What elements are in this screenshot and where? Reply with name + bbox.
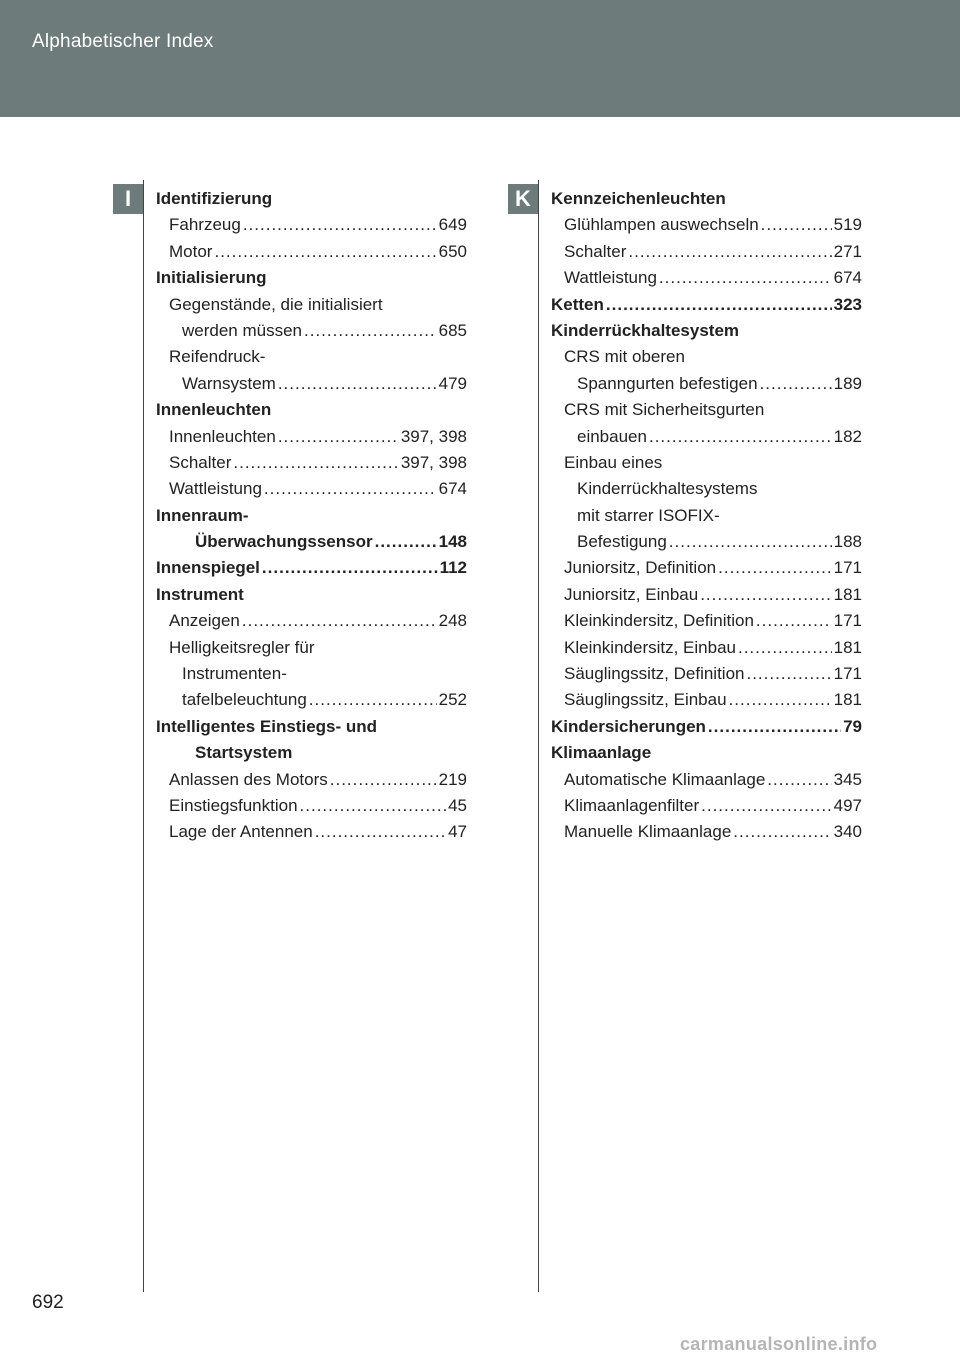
index-entry [551, 555, 862, 581]
entry-text: Automatische Klimaanlage [564, 769, 766, 789]
index-entry [156, 767, 467, 793]
entry-text: Wattleistung [564, 268, 657, 288]
page-reference: 649 [438, 215, 467, 235]
dot-leader [264, 476, 437, 502]
page-reference: 252 [438, 690, 467, 710]
dot-leader [669, 529, 832, 555]
index-entry [156, 476, 467, 502]
entry-text: Intelligentes Einstiegs- und [156, 716, 378, 736]
page-reference: 497 [833, 795, 862, 815]
index-entry [156, 793, 467, 819]
entry-text: einbauen [577, 426, 647, 446]
entry-text: Glühlampen auswechseln [564, 215, 759, 235]
index-entry [551, 424, 862, 450]
entry-text: Klimaanlage [551, 743, 652, 763]
index-entry [156, 819, 467, 845]
index-entry [551, 635, 862, 661]
index-heading [156, 555, 467, 581]
page-reference: 189 [833, 373, 862, 393]
entry-text: Juniorsitz, Definition [564, 558, 717, 578]
index-entry [551, 212, 862, 238]
index-heading [156, 186, 467, 212]
entry-text: Klimaanlagenfilter [564, 795, 700, 815]
index-column-k [551, 186, 862, 846]
page-reference: 479 [438, 373, 467, 393]
entry-text: Kleinkindersitz, Einbau [564, 637, 736, 657]
index-entry [156, 344, 467, 370]
entry-text: Innenleuchten [156, 400, 272, 420]
page-reference: 248 [438, 611, 467, 631]
page-title: Alphabetischer Index [32, 31, 214, 52]
index-entry [551, 661, 862, 687]
dot-leader [733, 819, 831, 845]
dot-leader [278, 371, 437, 397]
dot-leader [243, 212, 437, 238]
entry-text: Säuglingssitz, Einbau [564, 690, 727, 710]
dot-leader [746, 661, 831, 687]
index-heading [156, 265, 467, 291]
column-divider-right [538, 180, 539, 1292]
index-entry [551, 608, 862, 634]
page-reference: 181 [833, 584, 862, 604]
entry-text: tafelbeleuchtung [182, 690, 307, 710]
dot-leader [767, 767, 831, 793]
entry-text: Motor [169, 241, 213, 261]
watermark: carmanualsonline.info [680, 1334, 878, 1354]
page-reference: 271 [833, 241, 862, 261]
index-entry [551, 582, 862, 608]
section-letter-k: K [508, 184, 538, 214]
page-reference: 171 [833, 611, 862, 631]
dot-leader [760, 371, 832, 397]
dot-leader [649, 424, 832, 450]
entry-text: Innenleuchten [169, 426, 276, 446]
index-entry [551, 819, 862, 845]
index-entry [156, 661, 467, 687]
dot-leader [262, 555, 438, 581]
entry-text: Manuelle Klimaanlage [564, 822, 732, 842]
index-entry [156, 424, 467, 450]
entry-text: Ketten [551, 294, 604, 314]
index-heading [551, 318, 862, 344]
entry-text: Kindersicherungen [551, 716, 706, 736]
column-divider-left [143, 180, 144, 1292]
dot-leader [659, 265, 832, 291]
index-entry [551, 529, 862, 555]
dot-leader [756, 608, 832, 634]
dot-leader [233, 450, 398, 476]
page-reference: 181 [833, 690, 862, 710]
page-reference: 112 [439, 558, 467, 578]
entry-text: mit starrer ISOFIX- [577, 505, 720, 525]
page-reference: 181 [833, 637, 862, 657]
entry-text: Kennzeichenleuchten [551, 189, 726, 208]
dot-leader [628, 239, 831, 265]
page-reference: 650 [438, 241, 467, 261]
entry-text: Juniorsitz, Einbau [564, 584, 699, 604]
dot-leader [315, 819, 446, 845]
page-reference: 519 [833, 215, 862, 235]
dot-leader [242, 608, 437, 634]
dot-leader [214, 239, 436, 265]
dot-leader [708, 714, 841, 740]
index-entry [156, 687, 467, 713]
dot-leader [606, 292, 832, 318]
index-entry [551, 793, 862, 819]
entry-text: Innenraum- [156, 505, 249, 525]
index-entry [551, 239, 862, 265]
index-entry [156, 371, 467, 397]
page-reference: 397, 398 [400, 426, 467, 446]
page-number: 692 [32, 1292, 64, 1313]
dot-leader [309, 687, 437, 713]
page-header [0, 0, 960, 117]
dot-leader [738, 635, 832, 661]
index-entry [551, 503, 862, 529]
page-reference: 685 [438, 320, 467, 340]
index-column-i [156, 186, 467, 846]
entry-text: Säuglingssitz, Definition [564, 664, 745, 684]
entry-text: Gegenstände, die initialisiert [169, 294, 383, 314]
entry-text: Startsystem [195, 743, 293, 763]
entry-text: Spanngurten befestigen [577, 373, 758, 393]
index-heading [156, 714, 467, 740]
index-entry [551, 687, 862, 713]
entry-text: Überwachungssensor [195, 532, 373, 552]
index-entry [551, 265, 862, 291]
page-reference: 397, 398 [400, 452, 467, 472]
index-heading [156, 740, 467, 766]
index-entry [551, 476, 862, 502]
entry-text: CRS mit oberen [564, 347, 685, 367]
index-heading [156, 397, 467, 423]
section-letter-i: I [113, 184, 143, 214]
dot-leader [330, 767, 437, 793]
index-entry [551, 450, 862, 476]
dot-leader [761, 212, 832, 238]
index-entry [551, 767, 862, 793]
page-reference: 47 [448, 822, 467, 842]
entry-text: Schalter [169, 452, 232, 472]
index-entry [156, 450, 467, 476]
dot-leader [300, 793, 447, 819]
entry-text: Initialisierung [156, 268, 267, 288]
index-heading [551, 292, 862, 318]
index-entry [551, 397, 862, 423]
entry-text: Warnsystem [182, 373, 276, 393]
page-reference: 674 [833, 268, 862, 288]
index-heading [551, 714, 862, 740]
page-reference: 188 [833, 532, 862, 552]
entry-text: werden müssen [182, 320, 303, 340]
entry-text: Instrumenten- [182, 664, 287, 684]
dot-leader [718, 555, 832, 581]
entry-text: Anzeigen [169, 611, 240, 631]
index-heading [156, 529, 467, 555]
index-heading [551, 186, 862, 212]
page-reference: 79 [843, 716, 862, 736]
dot-leader [729, 687, 832, 713]
entry-text: Kinderrückhaltesystems [577, 479, 758, 499]
dot-leader [701, 793, 831, 819]
dot-leader [278, 424, 399, 450]
page-reference: 45 [448, 795, 467, 815]
entry-text: Anlassen des Motors [169, 769, 328, 789]
index-heading [156, 503, 467, 529]
index-heading [551, 740, 862, 766]
entry-text: Reifendruck- [169, 347, 266, 367]
entry-text: Befestigung [577, 532, 667, 552]
entry-text: Schalter [564, 241, 627, 261]
index-entry [156, 212, 467, 238]
entry-text: Einstiegsfunktion [169, 795, 298, 815]
entry-text: CRS mit Sicherheitsgurten [564, 400, 765, 420]
page-reference: 171 [833, 664, 862, 684]
index-entry [156, 635, 467, 661]
entry-text: Helligkeitsregler für [169, 637, 315, 657]
entry-text: Einbau eines [564, 452, 663, 472]
entry-text: Wattleistung [169, 479, 262, 499]
index-entry [551, 344, 862, 370]
index-entry [156, 292, 467, 318]
page-reference: 674 [438, 479, 467, 499]
index-entry [156, 239, 467, 265]
index-heading [156, 582, 467, 608]
page-reference: 182 [833, 426, 862, 446]
index-entry [156, 608, 467, 634]
entry-text: Lage der Antennen [169, 822, 313, 842]
index-entry [156, 318, 467, 344]
entry-text: Identifizierung [156, 189, 273, 208]
entry-text: Instrument [156, 584, 244, 604]
entry-text: Kleinkindersitz, Definition [564, 611, 754, 631]
page-reference: 148 [438, 532, 467, 552]
page-reference: 219 [438, 769, 467, 789]
page-reference: 323 [833, 294, 862, 314]
page-reference: 340 [833, 822, 862, 842]
index-entry [551, 371, 862, 397]
entry-text: Kinderrückhaltesystem [551, 320, 740, 340]
dot-leader [375, 529, 437, 555]
entry-text: Fahrzeug [169, 215, 241, 235]
page-reference: 345 [833, 769, 862, 789]
dot-leader [304, 318, 437, 344]
page-reference: 171 [833, 558, 862, 578]
dot-leader [700, 582, 831, 608]
entry-text: Innenspiegel [156, 558, 260, 578]
